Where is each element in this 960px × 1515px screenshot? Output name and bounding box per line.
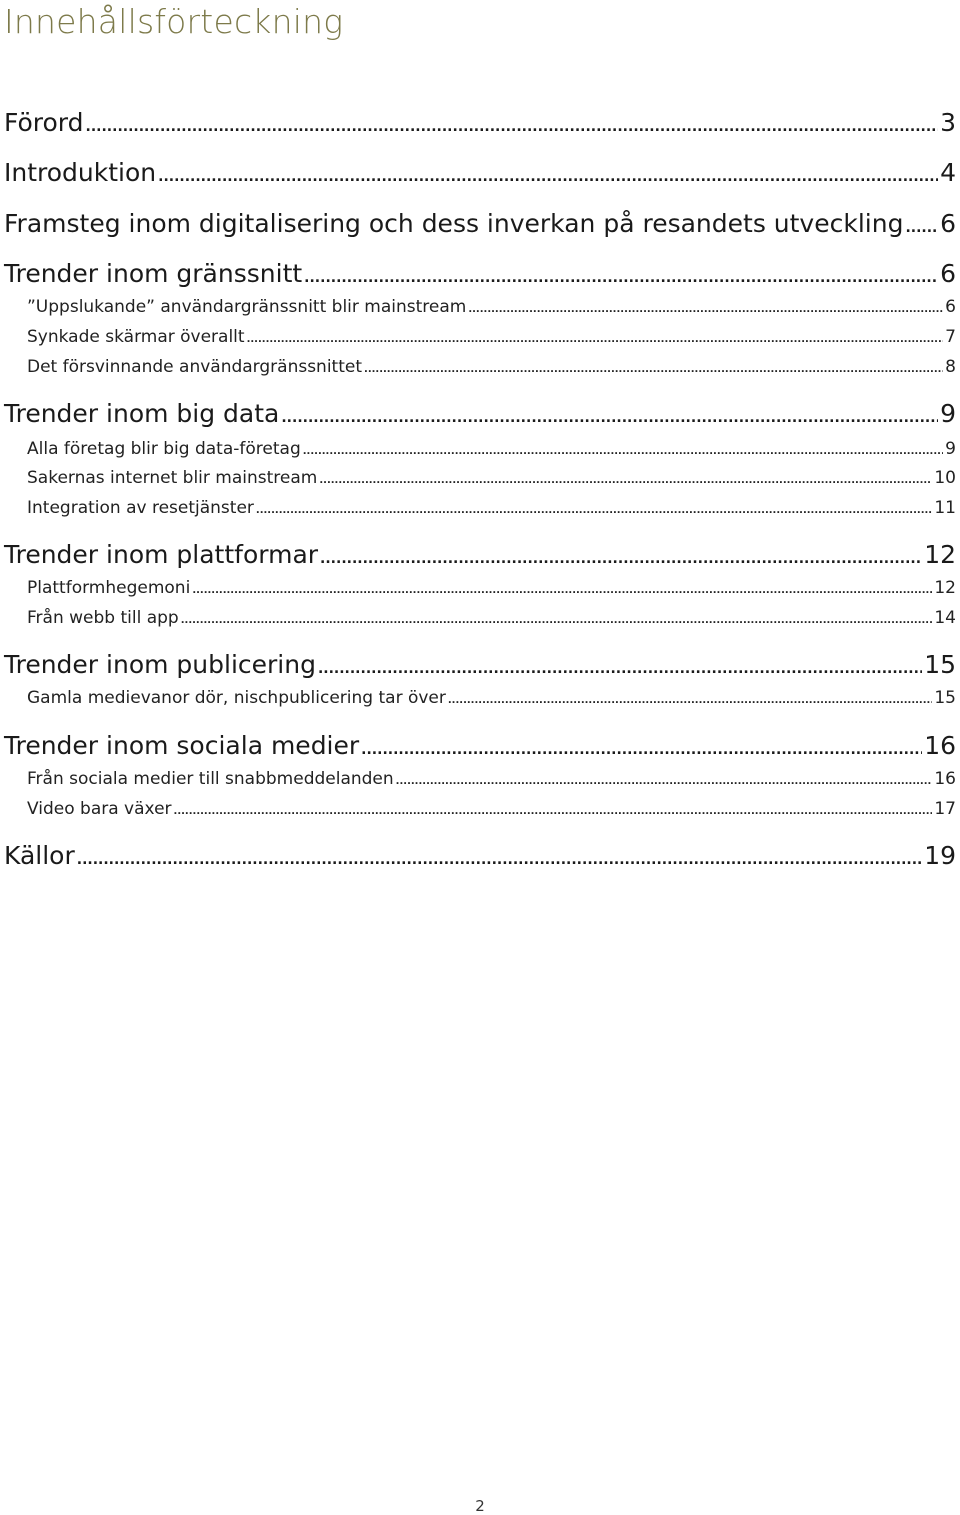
dot-leader	[364, 364, 943, 375]
toc-entry-label: Från webb till app	[27, 608, 179, 628]
dot-leader	[174, 806, 933, 817]
toc-entry-page: 16	[924, 731, 956, 760]
dot-leader	[303, 446, 943, 457]
dot-leader	[361, 742, 922, 758]
toc-entry-page: 12	[924, 540, 956, 569]
toc-entry-label: Gamla medievanor dör, nischpublicering tar över	[27, 688, 446, 708]
toc-subentry[interactable]	[0, 439, 956, 459]
toc-entry-page: 7	[945, 327, 956, 347]
toc-entry-page: 15	[924, 650, 956, 679]
toc-entry-label: Trender inom gränssnitt	[4, 259, 303, 288]
toc-subentry[interactable]	[0, 357, 956, 377]
toc-entry-page: 6	[940, 209, 956, 238]
toc-entry-label: Förord	[4, 108, 84, 137]
toc-entry[interactable]	[0, 399, 956, 428]
dot-leader	[181, 615, 933, 626]
dot-leader	[319, 475, 932, 486]
toc-entry-page: 9	[940, 399, 956, 428]
toc-entry-page: 3	[940, 108, 956, 137]
dot-leader	[192, 585, 932, 596]
toc-subentry[interactable]	[0, 688, 956, 708]
toc-subentry[interactable]	[0, 327, 956, 347]
dot-leader	[86, 119, 939, 135]
dot-leader	[396, 776, 933, 787]
toc-entry-page: 16	[934, 769, 956, 789]
toc-subentry[interactable]	[0, 468, 956, 488]
dot-leader	[77, 852, 922, 868]
toc-subentry[interactable]	[0, 608, 956, 628]
toc-entry-label: Källor	[4, 841, 75, 870]
toc-entry-page: 10	[934, 468, 956, 488]
toc-entry[interactable]	[0, 540, 956, 569]
dot-leader	[320, 551, 922, 567]
toc-entry-label: Sakernas internet blir mainstream	[27, 468, 318, 488]
dot-leader	[281, 410, 938, 426]
dot-leader	[468, 304, 943, 315]
toc-entry[interactable]	[0, 209, 956, 238]
toc-entry-page: 11	[934, 498, 956, 518]
toc-entry-label: Alla företag blir big data-företag	[27, 439, 301, 459]
toc-entry-label: Video bara växer	[27, 799, 172, 819]
toc-entry[interactable]	[0, 108, 956, 137]
dot-leader	[247, 334, 944, 345]
dot-leader	[318, 661, 922, 677]
toc-entry-page: 6	[940, 259, 956, 288]
toc-entry-label: ”Uppslukande” användargränssnitt blir mainstream	[27, 297, 467, 317]
page-title: Innehållsförteckning	[4, 2, 344, 41]
toc-entry-page: 17	[934, 799, 956, 819]
toc-entry-page: 8	[945, 357, 956, 377]
toc-entry[interactable]	[0, 650, 956, 679]
toc-entry-page: 19	[924, 841, 956, 870]
toc-entry-page: 12	[934, 578, 956, 598]
toc-entry-label: Synkade skärmar överallt	[27, 327, 245, 347]
toc-entry-page: 15	[934, 688, 956, 708]
toc-entry-page: 4	[940, 158, 956, 187]
toc-entry-page: 6	[945, 297, 956, 317]
toc-entry-label: Trender inom publicering	[4, 650, 316, 679]
toc-entry-page: 9	[945, 439, 956, 459]
dot-leader	[448, 695, 932, 706]
page-number: 2	[475, 1497, 485, 1515]
dot-leader	[304, 270, 938, 286]
toc-entry-label: Framsteg inom digitalisering och dess inverkan på resandets utveckling	[4, 209, 904, 238]
toc-entry-page: 14	[934, 608, 956, 628]
toc-subentry[interactable]	[0, 297, 956, 317]
toc-subentry[interactable]	[0, 799, 956, 819]
toc-subentry[interactable]	[0, 769, 956, 789]
toc-subentry[interactable]	[0, 578, 956, 598]
toc-entry-label: Trender inom plattformar	[4, 540, 319, 569]
dot-leader	[905, 220, 938, 236]
toc-entry-label: Trender inom sociala medier	[4, 731, 360, 760]
toc-entry[interactable]	[0, 841, 956, 870]
toc-entry-label: Introduktion	[4, 158, 157, 187]
dot-leader	[158, 169, 938, 185]
toc-subentry[interactable]	[0, 498, 956, 518]
dot-leader	[256, 505, 932, 516]
toc-entry[interactable]	[0, 158, 956, 187]
toc-entry-label: Plattformhegemoni	[27, 578, 191, 598]
toc-entry[interactable]	[0, 731, 956, 760]
toc-entry-label: Trender inom big data	[4, 399, 280, 428]
toc-entry-label: Från sociala medier till snabbmeddelanden	[27, 769, 394, 789]
toc-entry-label: Det försvinnande användargränssnittet	[27, 357, 363, 377]
toc-entry-label: Integration av resetjänster	[27, 498, 254, 518]
toc-entry[interactable]	[0, 259, 956, 288]
